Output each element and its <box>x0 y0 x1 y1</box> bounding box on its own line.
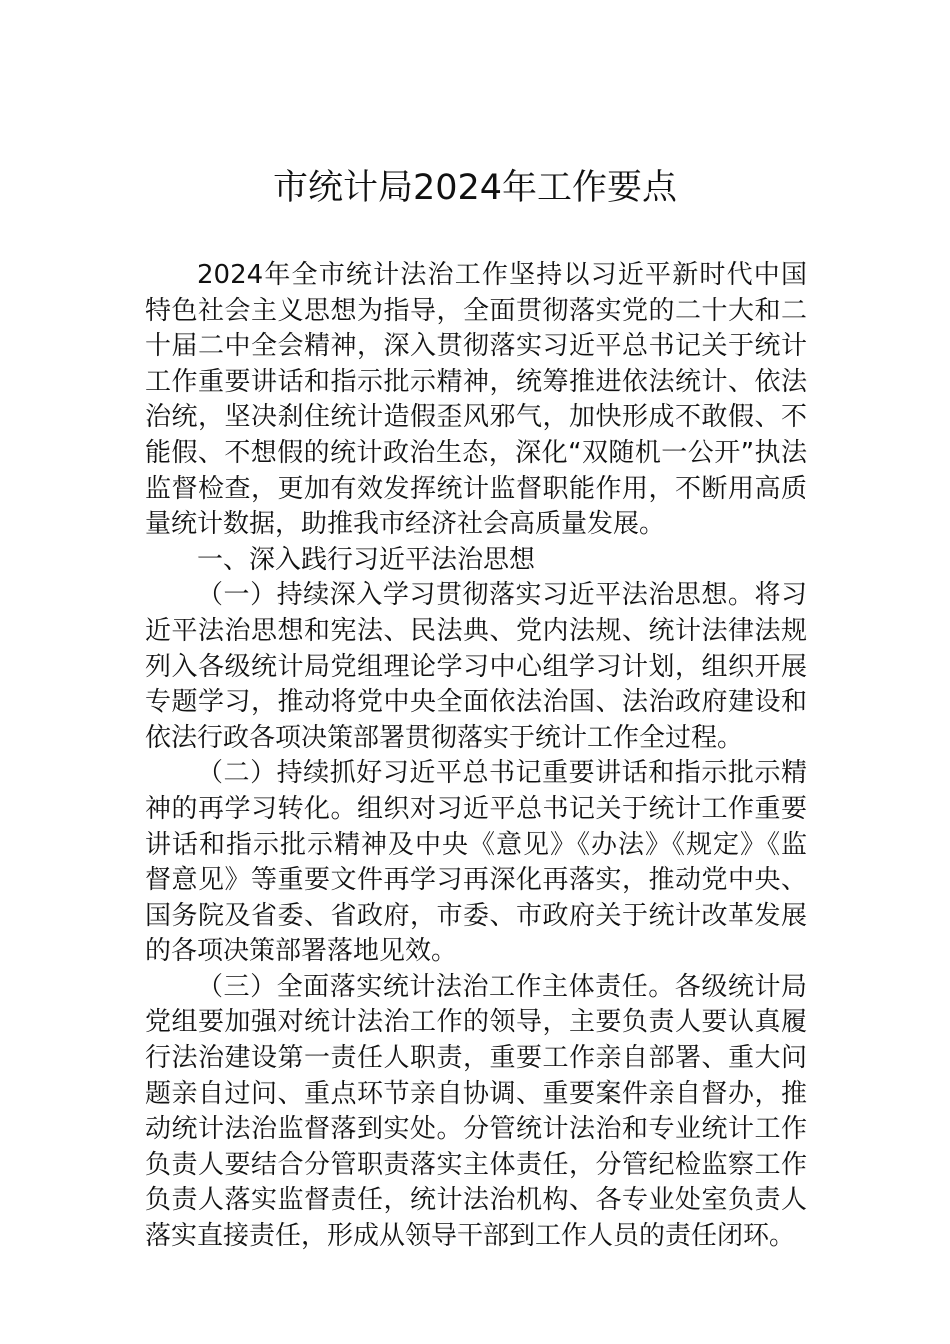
section-heading-1: 一、深入践行习近平法治思想 <box>197 544 536 575</box>
item-paragraph-1: （一）持续深入学习贯彻落实习近平法治思想。将习近平法治思想和宪法、民法典、党内法规、统计法律法规列入各级统计局党组理论学习中心组学习计划，组织开展专题学习，推动将党中央全面依法治国、法治政府建设和依法行政各项决策部署贯彻落实于统计工作全过程。 <box>145 580 807 753</box>
intro-paragraph: 2024年全市统计法治工作坚持以习近平新时代中国特色社会主义思想为指导，全面贯彻落实党的二十大和二十届二中全会精神，深入贯彻落实习近平总书记关于统计工作重要讲话和指示批示精神，统筹推进依法统计、依法治统，坚决刹住统计造假歪风邪气，加快形成不敢假、不能假、不想假的统计政治生态，深化“双随机一公开”执法监督检查，更加有效发挥统计监督职能作用，不断用高质量统计数据，助推我市经济社会高质量发展。 <box>145 260 807 540</box>
item-paragraph-2: （二）持续抓好习近平总书记重要讲话和指示批示精神的再学习转化。组织对习近平总书记关于统计工作重要讲话和指示批示精神及中央《意见》《办法》《规定》《监督意见》等重要文件再学习再深化再落实，推动党中央、国务院及省委、省政府，市委、市政府关于统计改革发展的各项决策部署落地见效。 <box>145 758 807 967</box>
document-title: 市统计局2024年工作要点 <box>272 168 678 208</box>
item-paragraph-3: （三）全面落实统计法治工作主体责任。各级统计局党组要加强对统计法治工作的领导，主要负责人要认真履行法治建设第一责任人职责，重要工作亲自部署、重大问题亲自过问、重点环节亲自协调、重要案件亲自督办，推动统计法治监督落到实处。分管统计法治和专业统计工作负责人要结合分管职责落实主体责任，分管纪检监察工作负责人落实监督责任，统计法治机构、各专业处室负责人落实直接责任，形成从领导干部到工作人员的责任闭环。 <box>145 971 807 1252</box>
document-body <box>145 258 807 1255</box>
